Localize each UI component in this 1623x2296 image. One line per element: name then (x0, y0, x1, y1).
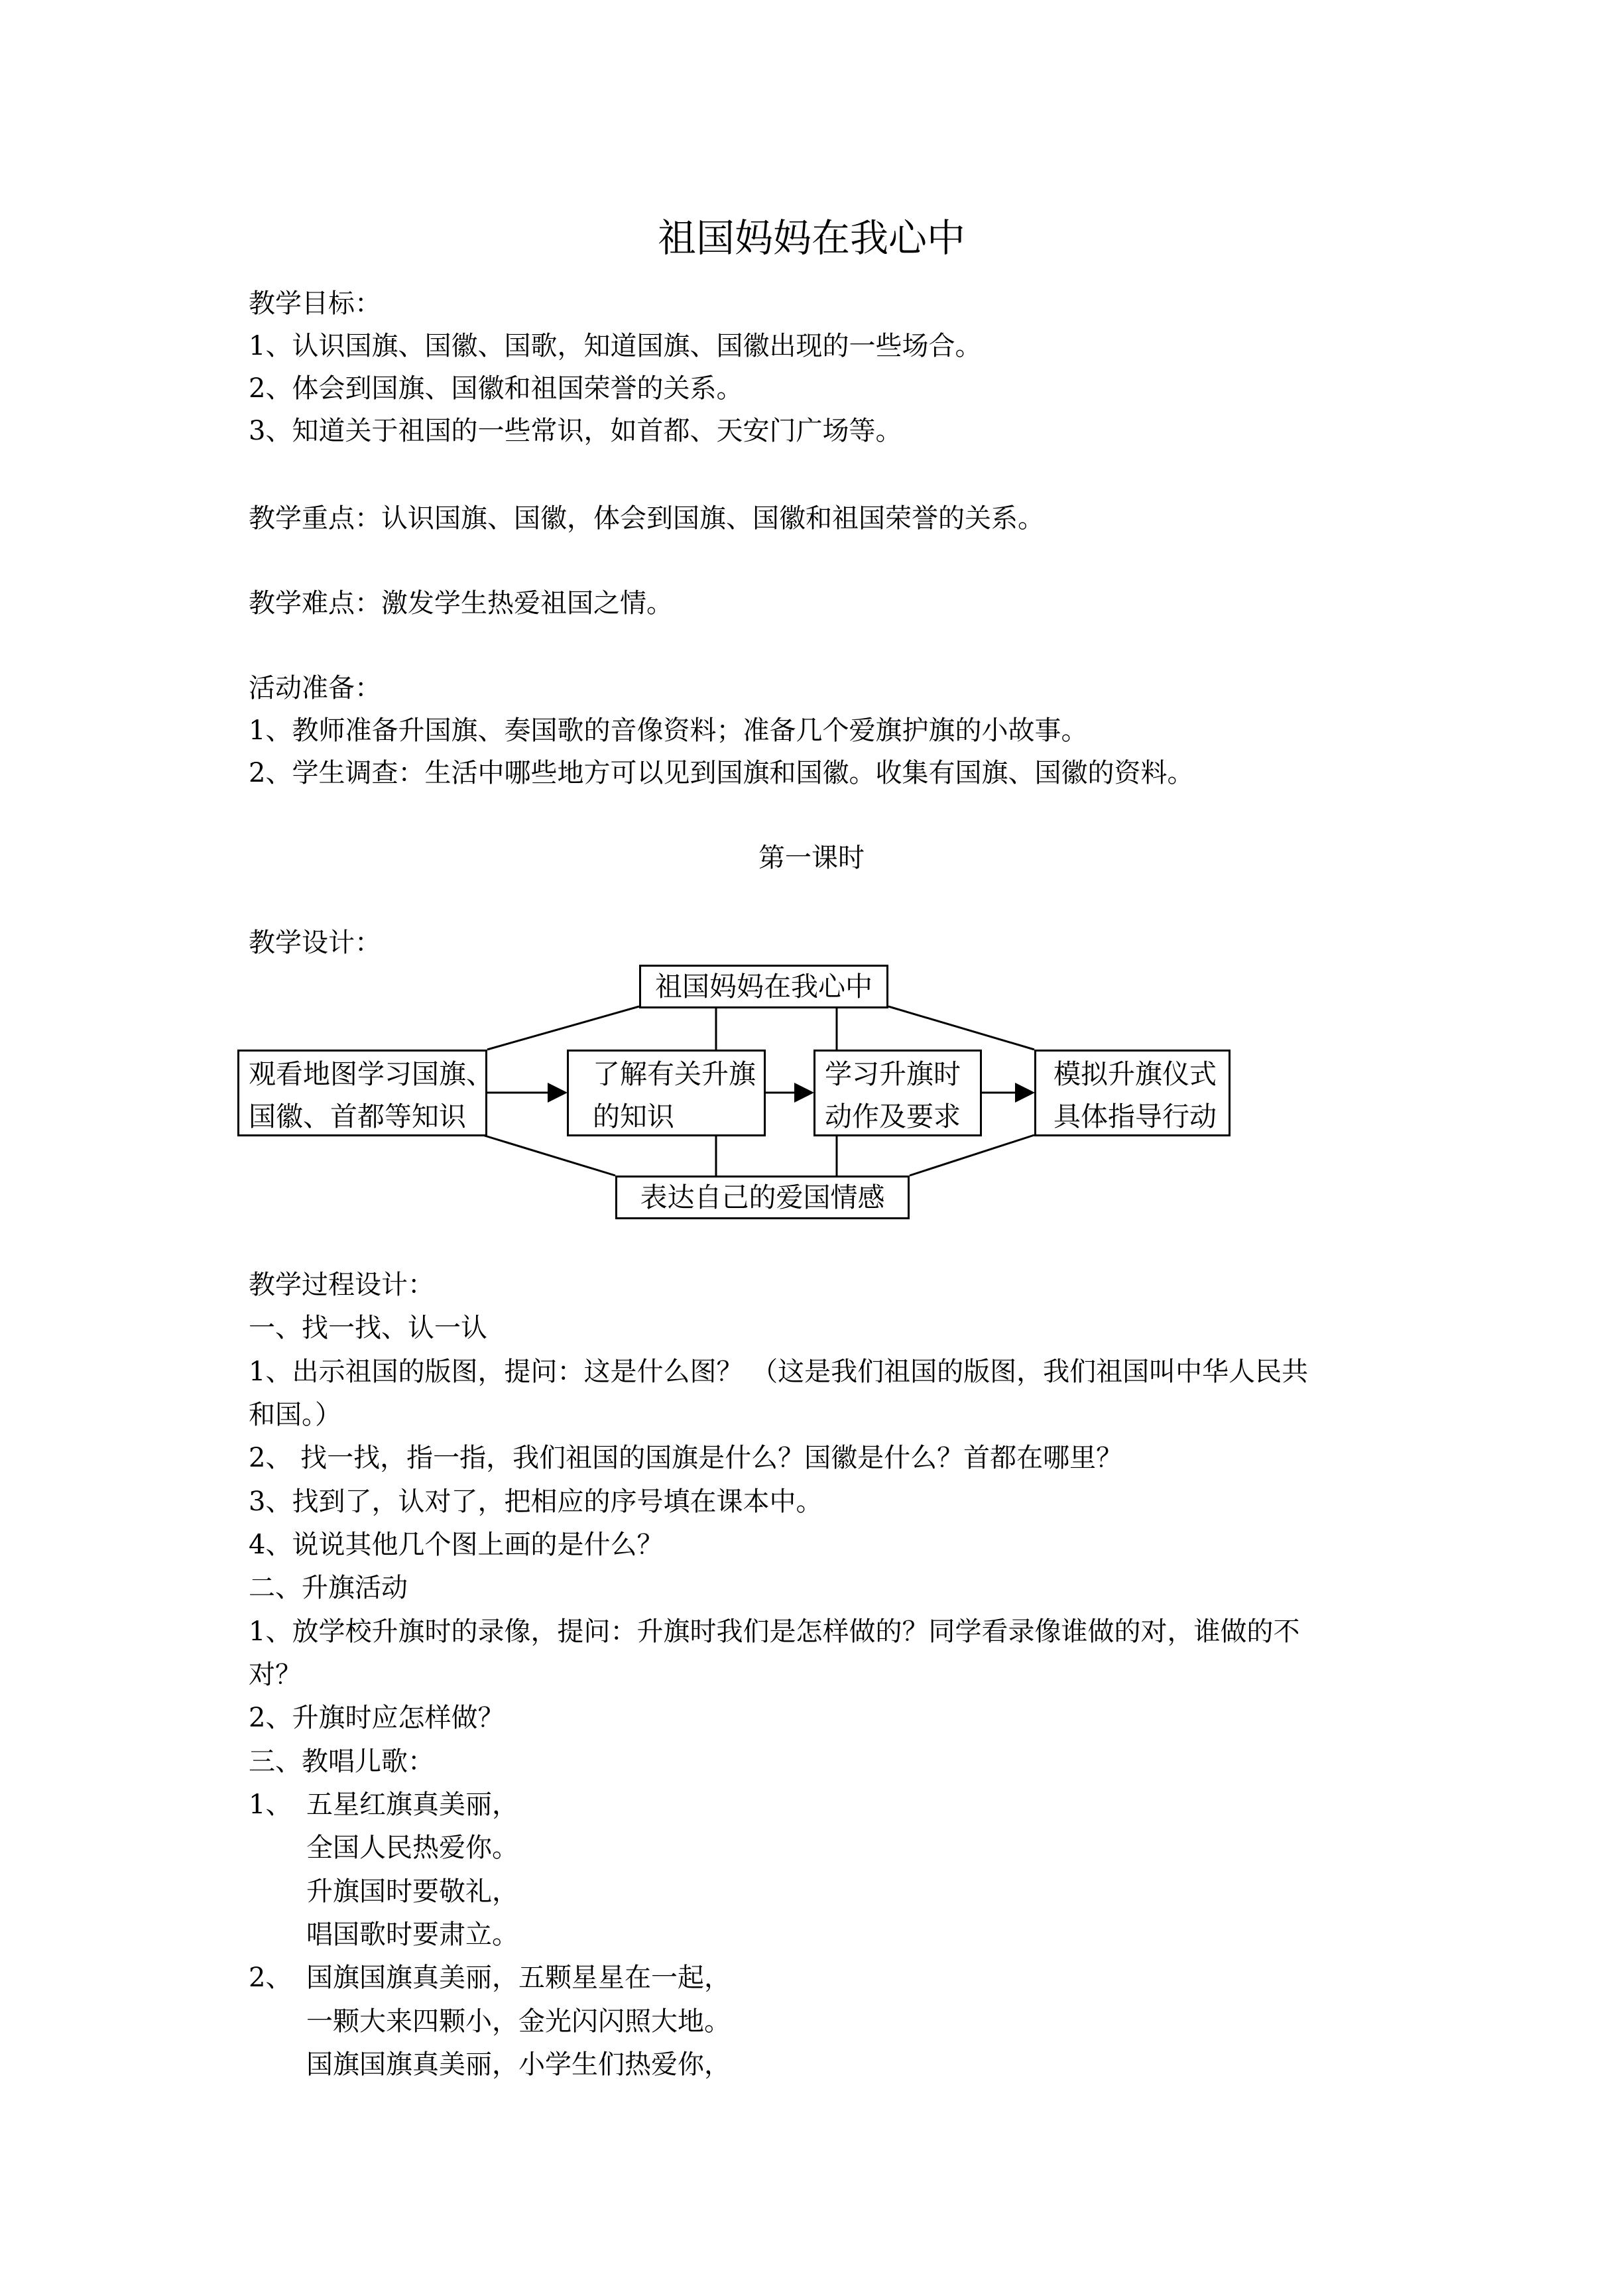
diagram-step-text: 国徽、首都等知识 (249, 1101, 466, 1132)
connector-line (910, 1135, 1034, 1176)
diagram-step-text: 模拟升旗仪式 (1053, 1058, 1217, 1090)
process-item: 2、 找一找，指一指，我们祖国的国旗是什么？国徽是什么？首都在哪里？ (249, 1443, 1123, 1473)
objective-item: 2、体会到国旗、国徽和祖国荣誉的关系。 (249, 373, 743, 404)
objectives-heading: 教学目标： (249, 288, 381, 319)
process-item: 2、升旗时应怎样做？ (249, 1703, 505, 1733)
section-heading: 一、找一找、认一认 (249, 1313, 487, 1343)
diagram-step-text: 了解有关升旗 (593, 1058, 756, 1090)
section-heading: 三、教唱儿歌： (249, 1746, 434, 1777)
song-number: 2、 (249, 1963, 292, 1993)
preparation-heading: 活动准备： (249, 673, 381, 703)
diagram-step-text: 学习升旗时 (825, 1058, 961, 1090)
connector-line (483, 1135, 615, 1176)
difficulty: 教学难点：激发学生热爱祖国之情。 (249, 588, 673, 619)
song-line: 一颗大来四颗小，金光闪闪照大地。 (306, 2006, 731, 2037)
diagram-top-box: 祖国妈妈在我心中 (639, 965, 888, 1008)
diagram-step-box (813, 1050, 982, 1136)
diagram-bottom-box: 表达自己的爱国情感 (615, 1176, 910, 1219)
design-heading: 教学设计： (249, 928, 381, 958)
diagram-step-box (1034, 1050, 1231, 1136)
preparation-item: 2、学生调查：生活中哪些地方可以见到国旗和国徽。收集有国旗、国徽的资料。 (249, 758, 1194, 788)
song-number: 1、 (249, 1789, 292, 1820)
process-heading: 教学过程设计： (249, 1270, 434, 1300)
process-item: 4、说说其他几个图上画的是什么？ (249, 1530, 664, 1560)
process-item: 3、找到了，认对了，把相应的序号填在课本中。 (249, 1486, 823, 1517)
connector-line (487, 1006, 639, 1050)
preparation-item: 1、教师准备升国旗、奏国歌的音像资料；准备几个爱旗护旗的小故事。 (249, 715, 1088, 746)
page-title: 祖国妈妈在我心中 (657, 215, 965, 261)
lesson-label: 第一课时 (758, 843, 865, 873)
diagram-step-box (567, 1050, 766, 1136)
diagram-step-text: 动作及要求 (825, 1101, 961, 1132)
song-line: 五星红旗真美丽， (306, 1789, 518, 1820)
objective-item: 1、认识国旗、国徽、国歌，知道国旗、国徽出现的一些场合。 (249, 331, 982, 361)
diagram-step-text: 观看地图学习国旗、 (249, 1058, 493, 1090)
process-item: 1、出示祖国的版图，提问：这是什么图？ （这是我们祖国的版图，我们祖国叫中华人民共 (249, 1357, 1309, 1387)
song-line: 唱国歌时要肃立。 (306, 1919, 518, 1950)
key-point: 教学重点：认识国旗、国徽，体会到国旗、国徽和祖国荣誉的关系。 (249, 503, 1044, 534)
diagram-step-box (237, 1050, 493, 1136)
song-line: 国旗国旗真美丽，五颗星星在一起， (306, 1963, 731, 1993)
process-item: 对？ (249, 1660, 302, 1690)
objective-item: 3、知道关于祖国的一些常识，如首都、天安门广场等。 (249, 416, 902, 446)
song-line: 全国人民热爱你。 (306, 1833, 518, 1863)
song-line: 升旗国时要敬礼， (306, 1876, 518, 1907)
process-item: 1、放学校升旗时的录像，提问：升旗时我们是怎样做的？同学看录像谁做的对，谁做的不 (249, 1616, 1300, 1647)
section-heading: 二、升旗活动 (249, 1573, 408, 1603)
diagram-step-text: 具体指导行动 (1053, 1101, 1217, 1132)
song-line: 国旗国旗真美丽，小学生们热爱你， (306, 2049, 731, 2080)
connector-line (888, 1006, 1034, 1050)
diagram-step-text: 的知识 (593, 1101, 674, 1132)
process-item: 和国。） (249, 1400, 341, 1430)
